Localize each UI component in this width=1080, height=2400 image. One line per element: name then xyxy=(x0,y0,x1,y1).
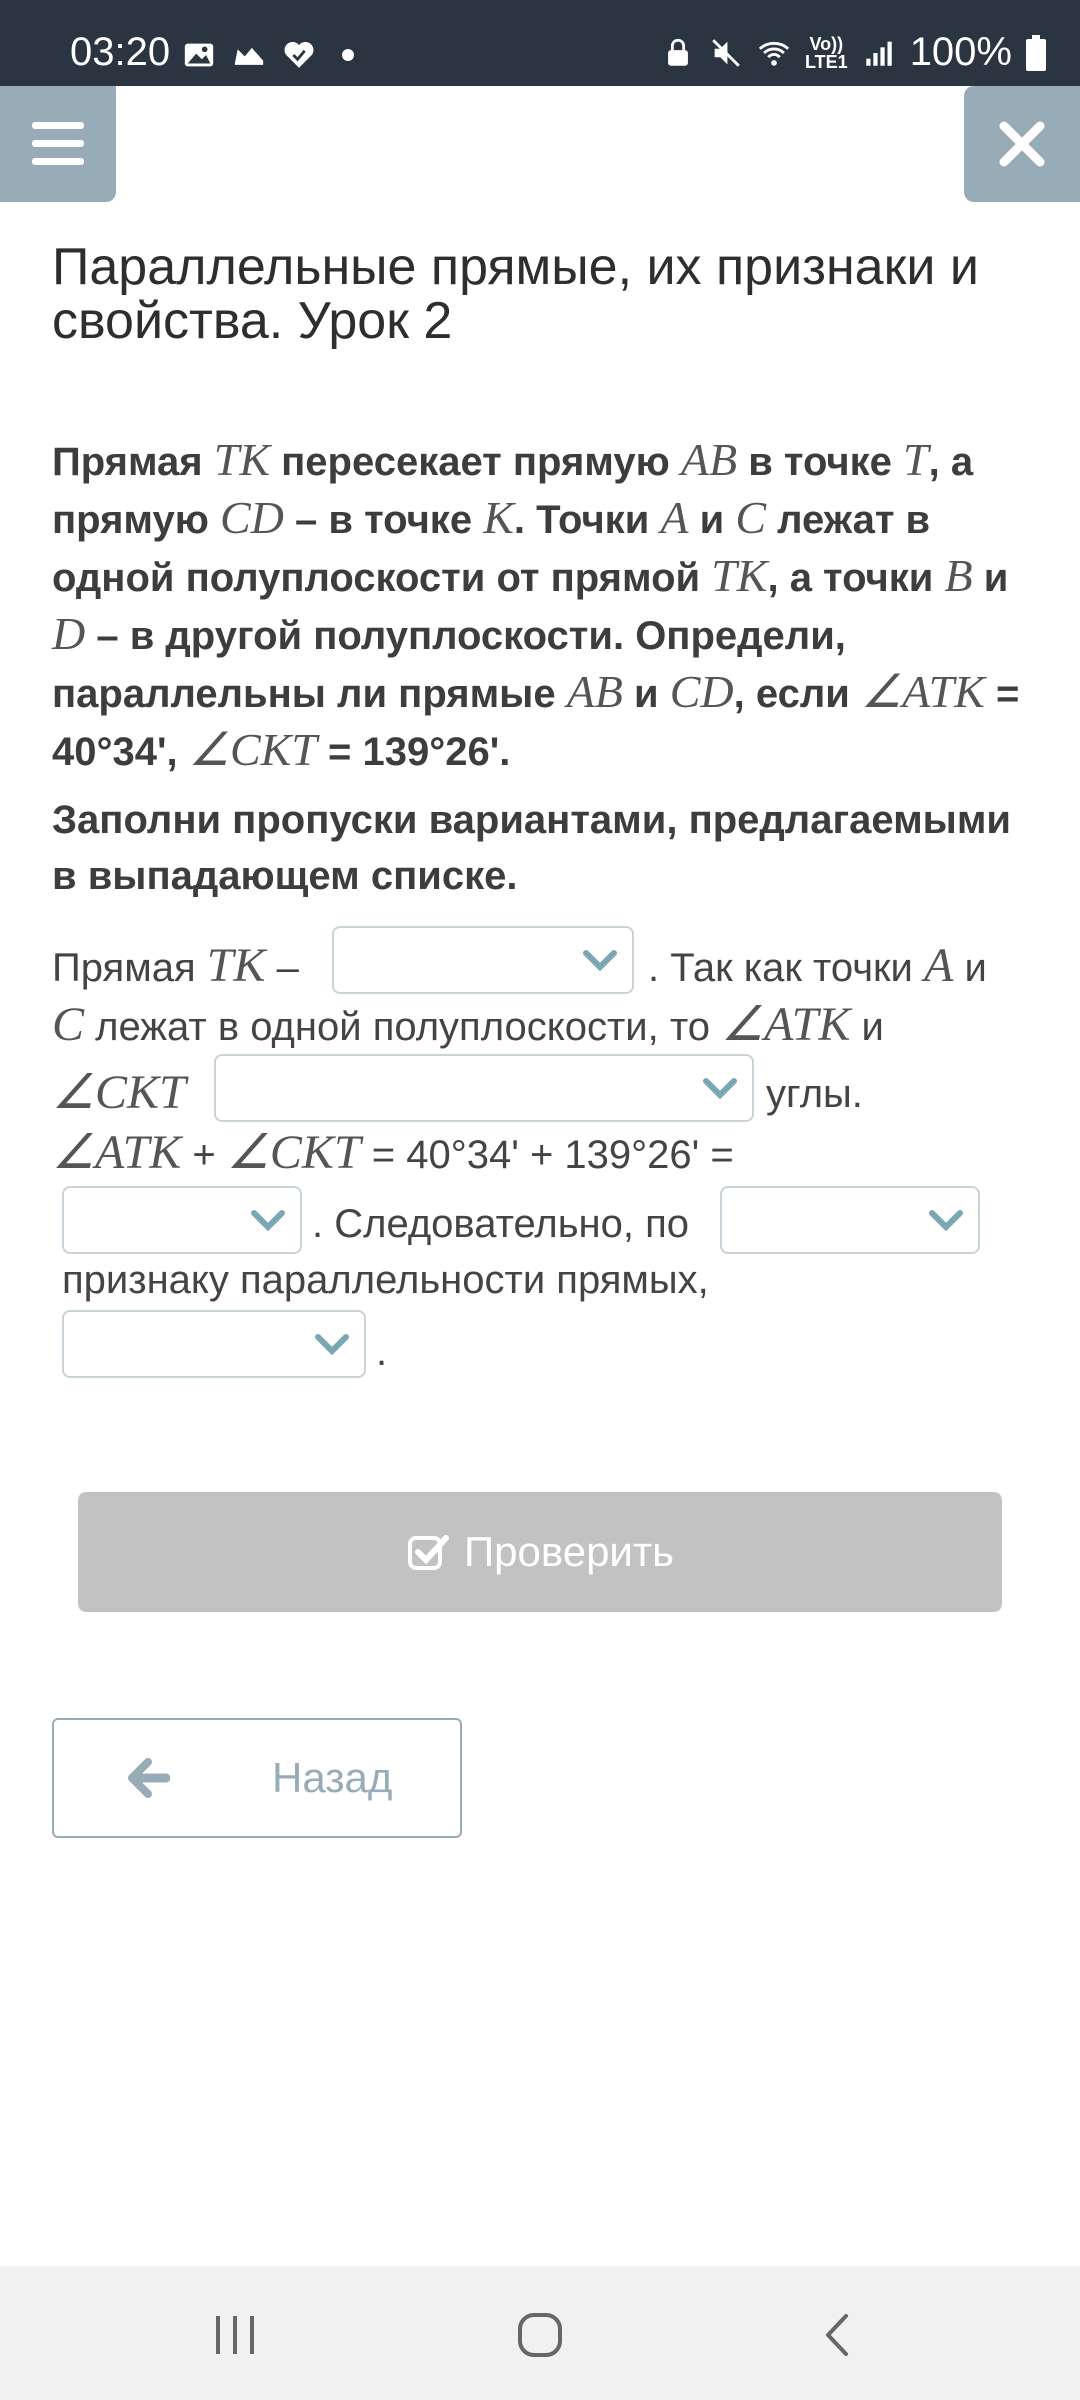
task-part: = 40°34', xyxy=(52,672,1020,774)
fill-line-6: признаку параллельности прямых, xyxy=(62,1258,709,1302)
task-part: – в точке xyxy=(283,498,484,542)
status-left-icons xyxy=(182,38,354,72)
fill-line-3b: углы. xyxy=(766,1072,863,1116)
math: T xyxy=(903,434,929,485)
fill-line-4 xyxy=(52,1124,734,1180)
battery-icon xyxy=(1026,35,1046,71)
math: TK xyxy=(213,434,271,485)
math: ∠ATK xyxy=(52,1126,182,1179)
android-navbar xyxy=(0,2266,1080,2400)
task-part: . Точки xyxy=(513,498,661,542)
task-part: , а прямую xyxy=(52,440,974,542)
instruction-text: Заполни пропуски вариантами, предлагаемыми в выпадающем списке. xyxy=(52,798,1012,898)
task-part: и xyxy=(688,498,736,542)
math: TK xyxy=(711,550,768,601)
back-button[interactable] xyxy=(52,1718,462,1838)
fill-line-7: . xyxy=(376,1330,388,1374)
task-part: в точке xyxy=(737,440,903,484)
lte-top: Vo)) xyxy=(809,33,844,54)
dropdown-2[interactable] xyxy=(214,1054,754,1122)
sneaker-icon xyxy=(232,38,266,72)
math: K xyxy=(483,492,514,543)
task-part: лежат в одной полуплоскости от прямой xyxy=(52,498,931,600)
dot-icon xyxy=(342,49,354,61)
mute-icon xyxy=(709,36,743,70)
math: ∠ATK xyxy=(721,998,851,1051)
back-button-label: Назад xyxy=(272,1754,393,1801)
check-button[interactable] xyxy=(78,1492,1002,1612)
recent-apps-icon[interactable] xyxy=(206,2310,266,2360)
math: AB xyxy=(680,434,738,485)
home-icon[interactable] xyxy=(510,2310,570,2360)
fill-line-3a xyxy=(52,1064,186,1120)
math: C xyxy=(735,492,767,543)
menu-button[interactable] xyxy=(0,86,116,202)
fill-text: Прямая xyxy=(52,946,207,990)
task-part: , а точки xyxy=(767,556,945,600)
math: ∠ATK xyxy=(860,666,985,717)
math: TK xyxy=(206,939,266,992)
math: B xyxy=(944,550,973,601)
fill-text: = 40°34' + 139°26' = xyxy=(360,1133,734,1177)
dropdown-3[interactable] xyxy=(62,1186,302,1254)
math: A xyxy=(660,492,689,543)
math: A xyxy=(924,939,954,992)
dropdown-4[interactable] xyxy=(720,1186,980,1254)
fill-text: и xyxy=(850,1005,884,1049)
fill-line-1b xyxy=(648,938,987,993)
close-icon xyxy=(994,116,1050,172)
arrow-left-icon xyxy=(126,1758,170,1798)
chevron-down-icon xyxy=(702,1076,738,1102)
fill-text: . Так как точки xyxy=(648,946,924,990)
chevron-down-icon xyxy=(250,1208,286,1234)
image-icon xyxy=(182,38,216,72)
lock-icon xyxy=(661,36,695,70)
status-bar xyxy=(0,0,1080,86)
task-part: пересекает прямую xyxy=(270,440,681,484)
math: D xyxy=(52,608,86,659)
math: ∠CKT xyxy=(52,1066,186,1119)
checkbox-check-icon xyxy=(406,1530,450,1574)
dropdown-5[interactable] xyxy=(62,1310,366,1378)
dropdown-1[interactable] xyxy=(332,926,634,994)
back-icon[interactable] xyxy=(810,2310,870,2360)
math: CD xyxy=(220,492,284,543)
fill-line-2 xyxy=(52,996,884,1052)
heart-icon xyxy=(282,38,316,72)
task-text xyxy=(52,432,1042,780)
task-part: и xyxy=(972,556,1009,600)
math: ∠CKT xyxy=(226,1126,361,1179)
hamburger-icon xyxy=(30,116,86,172)
task-part: , если xyxy=(733,672,861,716)
math: CD xyxy=(669,666,734,717)
task-part: = 139°26'. xyxy=(316,730,511,774)
math: AB xyxy=(566,666,623,717)
task-part: и xyxy=(622,672,670,716)
fill-line-1a xyxy=(52,938,299,993)
chevron-down-icon xyxy=(928,1208,964,1234)
wifi-icon xyxy=(757,36,791,70)
lte-indicator xyxy=(805,35,848,71)
chevron-down-icon xyxy=(314,1332,350,1358)
status-right-icons xyxy=(661,30,1046,75)
close-button[interactable] xyxy=(964,86,1080,202)
fill-text: – xyxy=(265,946,299,990)
lte-bottom: LTE1 xyxy=(805,51,848,72)
battery-percent: 100% xyxy=(909,30,1012,74)
task-part: – в другой полуплоскости. Определи, параллельны ли прямые xyxy=(52,614,846,716)
task-part: Прямая xyxy=(52,440,214,484)
fill-text: и xyxy=(953,946,987,990)
fill-line-5: . Следовательно, по xyxy=(312,1202,690,1246)
chevron-down-icon xyxy=(582,948,618,974)
fill-text: + xyxy=(181,1133,227,1177)
fill-text: лежат в одной полуплоскости, то xyxy=(84,1005,722,1049)
signal-icon xyxy=(862,36,896,70)
check-button-label: Проверить xyxy=(463,1528,675,1575)
math: ∠CKT xyxy=(188,724,317,775)
math: C xyxy=(52,998,85,1051)
status-time: 03:20 xyxy=(70,30,171,74)
lesson-title: Параллельные прямые, их признаки и свойства. Урок 2 xyxy=(52,238,979,350)
